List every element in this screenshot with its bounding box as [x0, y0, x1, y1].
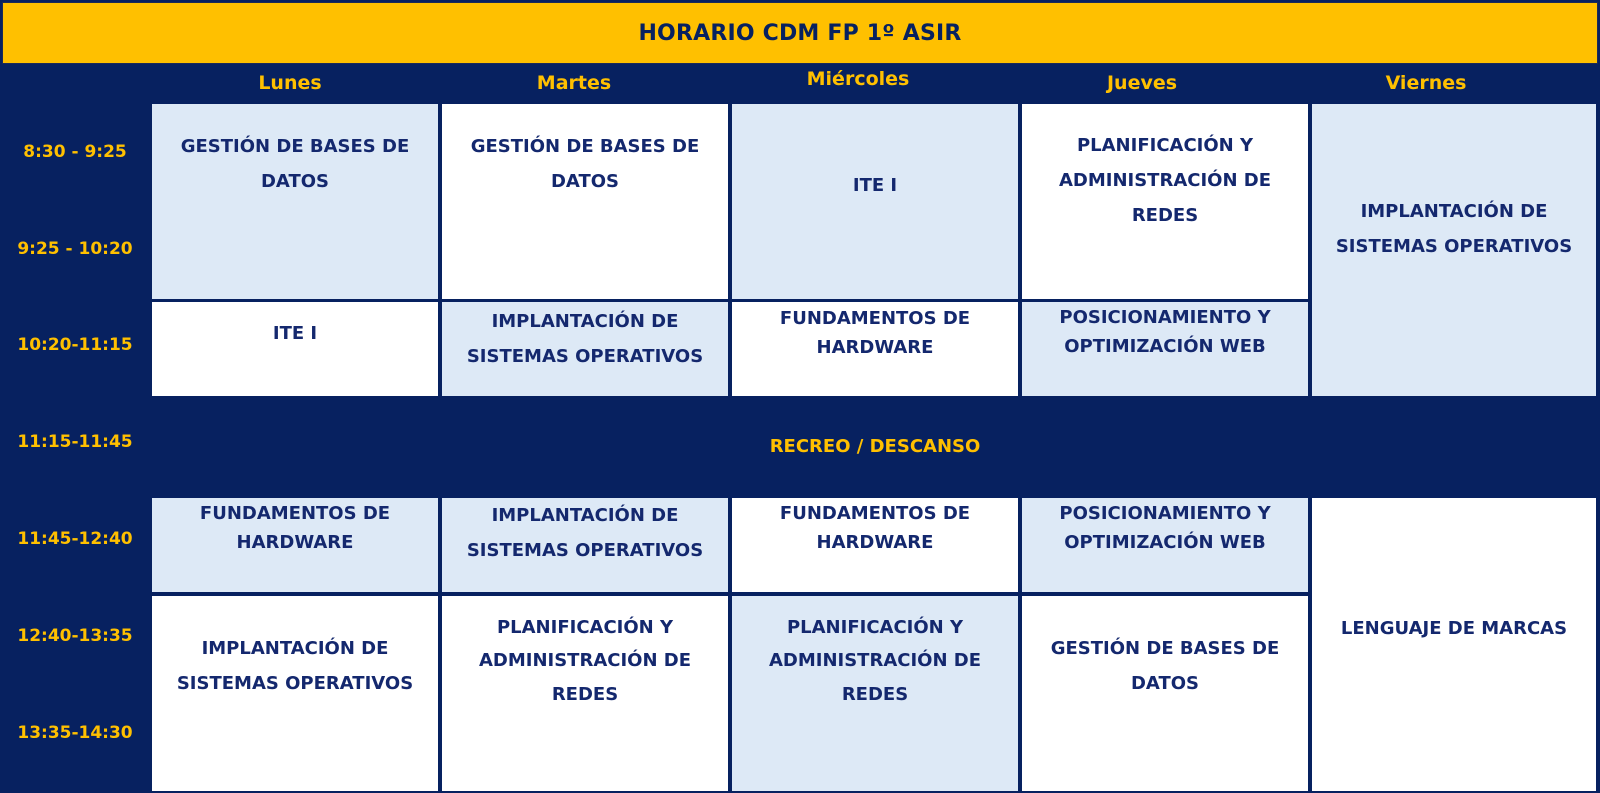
schedule-cell-miercoles-3: FUNDAMENTOS DE HARDWARE [732, 498, 1018, 592]
day-header-viernes: Viernes [1385, 72, 1467, 94]
time-slot-label: 12:40-13:35 [17, 626, 133, 646]
day-header-miercoles: Miércoles [806, 68, 910, 90]
schedule-cell-martes-3: IMPLANTACIÓN DE SISTEMAS OPERATIVOS [442, 498, 728, 592]
schedule-cell-jueves-2: POSICIONAMIENTO Y OPTIMIZACIÓN WEB [1022, 302, 1308, 396]
day-header-martes: Martes [536, 72, 612, 94]
schedule-cell-miercoles-1: ITE I [732, 104, 1018, 299]
time-slot-label: 9:25 - 10:20 [17, 239, 133, 259]
schedule-cell-jueves-3: POSICIONAMIENTO Y OPTIMIZACIÓN WEB [1022, 498, 1308, 592]
schedule-cell-miercoles-4: PLANIFICACIÓN Y ADMINISTRACIÓN DE REDES [732, 596, 1018, 791]
schedule-cell-viernes-1: IMPLANTACIÓN DE SISTEMAS OPERATIVOS [1312, 104, 1596, 396]
time-slot-label: 11:15-11:45 [17, 432, 133, 452]
schedule-cell-jueves-1: PLANIFICACIÓN Y ADMINISTRACIÓN DE REDES [1022, 104, 1308, 299]
schedule-cell-martes-2: IMPLANTACIÓN DE SISTEMAS OPERATIVOS [442, 302, 728, 396]
time-slot-label: 10:20-11:15 [17, 335, 133, 355]
time-slot-label: 11:45-12:40 [17, 529, 133, 549]
title-bar [2, 2, 1598, 64]
schedule-cell-lunes-4: IMPLANTACIÓN DE SISTEMAS OPERATIVOS [152, 596, 438, 791]
schedule-cell-jueves-4: GESTIÓN DE BASES DE DATOS [1022, 596, 1308, 791]
schedule-cell-miercoles-2: FUNDAMENTOS DE HARDWARE [732, 302, 1018, 396]
schedule-cell-martes-1: GESTIÓN DE BASES DE DATOS [442, 104, 728, 299]
schedule-cell-martes-4: PLANIFICACIÓN Y ADMINISTRACIÓN DE REDES [442, 596, 728, 791]
schedule-cell-viernes-3: LENGUAJE DE MARCAS [1312, 498, 1596, 791]
schedule-cell-lunes-2: ITE I [152, 302, 438, 396]
schedule-cell-lunes-1: GESTIÓN DE BASES DE DATOS [152, 104, 438, 299]
time-slot-label: 8:30 - 9:25 [23, 142, 127, 162]
schedule-title: HORARIO CDM FP 1º ASIR [638, 20, 962, 46]
day-header-lunes: Lunes [258, 72, 322, 94]
time-slot-label: 13:35-14:30 [17, 723, 133, 743]
schedule-cell-lunes-3: FUNDAMENTOS DE HARDWARE [152, 498, 438, 592]
break-label: RECREO / DESCANSO [769, 436, 981, 457]
day-header-jueves: Jueves [1106, 72, 1178, 94]
